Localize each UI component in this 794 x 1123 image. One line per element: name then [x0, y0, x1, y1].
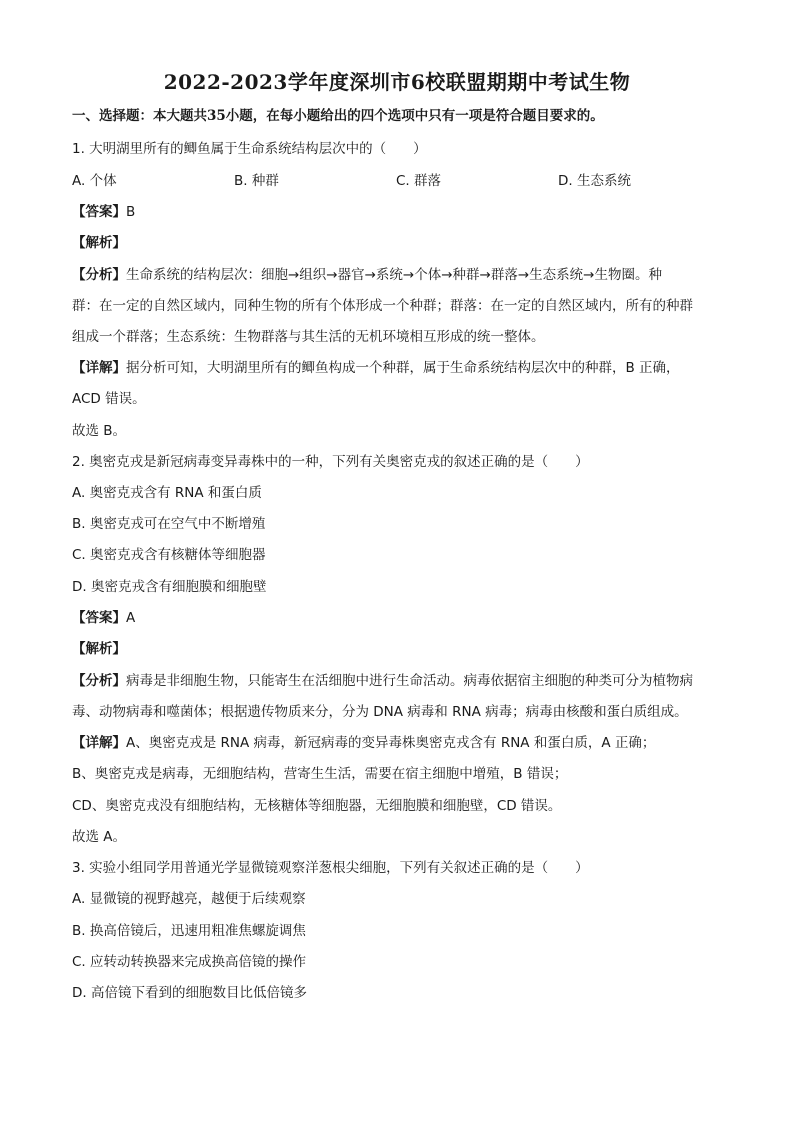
answer-tag: 【答案】	[72, 610, 126, 626]
q2-jiexi-tag: 【解析】	[72, 641, 126, 657]
xiangjie-text: 据分析可知，大明湖里所有的鲫鱼构成一个种群，属于生命系统结构层次中的种群，B 正确，	[126, 360, 680, 376]
q1-option-b: B. 种群	[234, 173, 279, 189]
xiangjie-text: A、奥密克戎是 RNA 病毒，新冠病毒的变异毒株奥密克戎含有 RNA 和蛋白质，A 正确；	[126, 735, 656, 751]
q1-option-d: D. 生态系统	[558, 173, 631, 189]
q1-choose: 故选 B。	[72, 423, 127, 439]
q3-option-c: C. 应转动转换器来完成换高倍镜的操作	[72, 954, 307, 970]
q1-option-a: A. 个体	[72, 173, 117, 189]
q1-jiexi-tag: 【解析】	[72, 235, 126, 251]
q2-stem: 2. 奥密克戎是新冠病毒变异毒株中的一种，下列有关奥密克戎的叙述正确的是（ ）	[72, 454, 589, 470]
fenxi-tag: 【分析】	[72, 267, 126, 283]
q2-xiangjie-1	[72, 733, 734, 753]
answer-tag: 【答案】	[72, 204, 126, 220]
q3-option-d: D. 高倍镜下看到的细胞数目比低倍镜多	[72, 985, 307, 1001]
q1-answer	[72, 202, 734, 222]
q3-option-b: B. 换高倍镜后，迅速用粗准焦螺旋调焦	[72, 923, 306, 939]
q1-stem: 1. 大明湖里所有的鲫鱼属于生命系统结构层次中的（ ）	[72, 141, 427, 157]
q1-fenxi-3: 组成一个群落；生态系统：生物群落与其生活的无机环境相互形成的统一整体。	[72, 329, 545, 345]
fenxi-text: 病毒是非细胞生物，只能寄生在活细胞中进行生命活动。病毒依据宿主细胞的种类可分为植物病	[126, 673, 693, 689]
xiangjie-tag: 【详解】	[72, 360, 126, 376]
q1-option-c: C. 群落	[396, 173, 442, 189]
answer-value: A	[126, 610, 136, 626]
q2-xiangjie-2: B、奥密克戎是病毒，无细胞结构，营寄生生活，需要在宿主细胞中增殖，B 错误；	[72, 766, 568, 782]
fenxi-tag: 【分析】	[72, 673, 126, 689]
q1-options	[72, 171, 734, 191]
q3-stem: 3. 实验小组同学用普通光学显微镜观察洋葱根尖细胞，下列有关叙述正确的是（ ）	[72, 860, 589, 876]
q2-option-c: C. 奥密克戎含有核糖体等细胞器	[72, 547, 266, 563]
q1-fenxi-1	[72, 265, 734, 285]
section-heading: 一、选择题：本大题共35小题，在每小题给出的四个选项中只有一项是符合题目要求的。	[72, 108, 604, 124]
q1-xiangjie-2: ACD 错误。	[72, 391, 146, 407]
xiangjie-tag: 【详解】	[72, 735, 126, 751]
q2-option-d: D. 奥密克戎含有细胞膜和细胞壁	[72, 579, 267, 595]
fenxi-text: 生命系统的结构层次：细胞→组织→器官→系统→个体→种群→群落→生态系统→生物圈。种	[126, 267, 662, 283]
answer-value: B	[126, 204, 136, 220]
q2-option-b: B. 奥密克戎可在空气中不断增殖	[72, 516, 266, 532]
q1-fenxi-2: 群：在一定的自然区域内，同种生物的所有个体形成一个种群；群落：在一定的自然区域内，所有的种群	[72, 298, 693, 314]
q2-choose: 故选 A。	[72, 829, 127, 845]
q2-fenxi-2: 毒、动物病毒和噬菌体；根据遗传物质来分，分为 DNA 病毒和 RNA 病毒；病毒由核酸和蛋白质组成。	[72, 704, 688, 720]
q3-option-a: A. 显微镜的视野越亮，越便于后续观察	[72, 891, 306, 907]
q2-option-a: A. 奥密克戎含有 RNA 和蛋白质	[72, 485, 262, 501]
q2-answer	[72, 608, 734, 628]
page-title: 2022-2023学年度深圳市6校联盟期期中考试生物	[163, 70, 631, 94]
q2-fenxi-1	[72, 671, 734, 691]
q2-xiangjie-3: CD、奥密克戎没有细胞结构，无核糖体等细胞器，无细胞膜和细胞壁，CD 错误。	[72, 798, 562, 814]
q1-xiangjie-1	[72, 358, 734, 378]
